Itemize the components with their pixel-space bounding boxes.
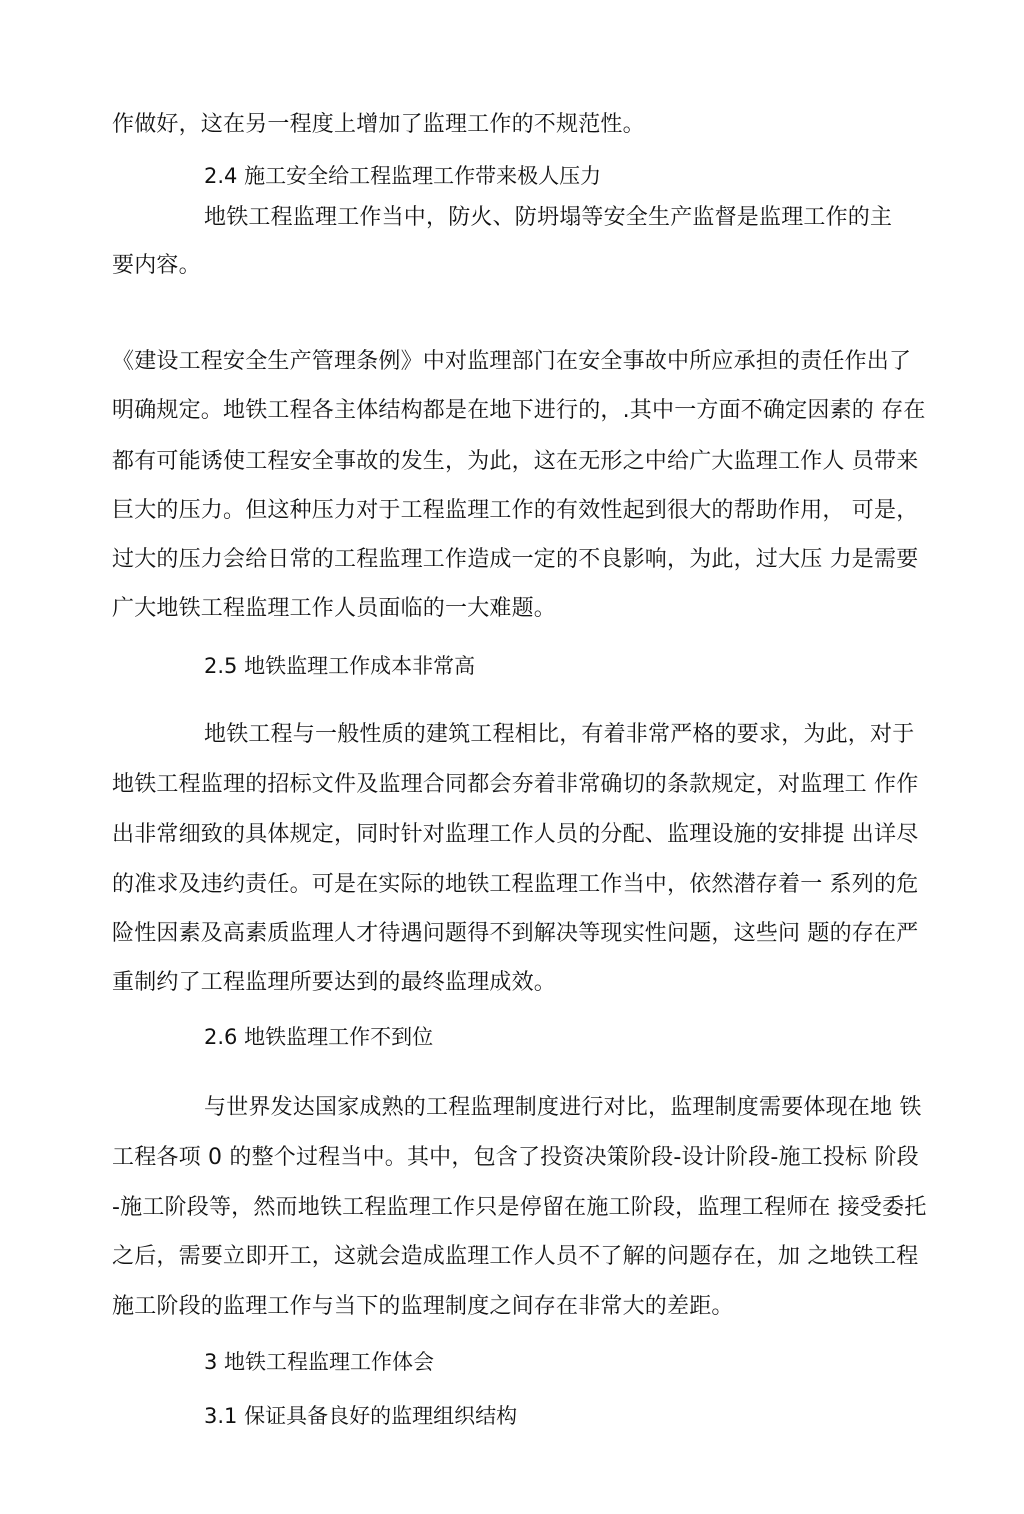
section-heading-2-6: 2.6 地铁监理工作不到位 [204, 1025, 434, 1049]
body-text-line: 过大的压力会给日常的工程监理工作造成一定的不良影响，为此，过大压 力是需要 [112, 547, 919, 572]
body-text-line: 都有可能诱使工程安全事故的发生，为此，这在无形之中给广大监理工作人 员带来 [112, 449, 919, 474]
body-text-line: 巨大的压力。但这种压力对于工程监理工作的有效性起到很大的帮助作用， 可是， [112, 498, 919, 523]
body-text-line: 重制约了工程监理所要达到的最终监理成效。 [112, 970, 557, 995]
body-text-line: 与世界发达国家成熟的工程监理制度进行对比，监理制度需要体现在地 铁 [204, 1095, 922, 1120]
body-text-line: 作做好，这在另一程度上增加了监理工作的不规范性。 [112, 112, 645, 137]
section-heading-3: 3 地铁工程监理工作体会 [204, 1350, 435, 1374]
body-text-line: 险性因素及高素质监理人才待遇问题得不到解决等现实性问题，这些问 题的存在严 [112, 921, 919, 946]
body-text-line: 出非常细致的具体规定，同时针对监理工作人员的分配、监理设施的安排提 出详尽 [112, 822, 919, 847]
section-heading-2-4: 2.4 施工安全给工程监理工作带来极人压力 [204, 164, 602, 188]
section-heading-3-1: 3.1 保证具备良好的监理组织结构 [204, 1404, 518, 1428]
body-text-line: 地铁工程监理的招标文件及监理合同都会夯着非常确切的条款规定，对监理工 作作 [112, 772, 919, 797]
section-heading-2-5: 2.5 地铁监理工作成本非常高 [204, 654, 476, 678]
body-text-line: 要内容。 [112, 253, 201, 278]
body-text-line: 施工阶段的监理工作与当下的监理制度之间存在非常大的差距。 [112, 1294, 734, 1319]
body-text-line: 地铁工程与一般性质的建筑工程相比，有着非常严格的要求，为此，对于 [204, 722, 915, 747]
body-text-line: 广大地铁工程监理工作人员面临的一大难题。 [112, 596, 557, 621]
body-text-line: 之后，需要立即开工，这就会造成监理工作人员不了解的问题存在，加 之地铁工程 [112, 1244, 919, 1269]
body-text-line: 明确规定。地铁工程各主体结构都是在地下进行的，.其中一方面不确定因素的 存在 [112, 398, 926, 423]
body-text-line: -施工阶段等，然而地铁工程监理工作只是停留在施工阶段，监理工程师在 接受委托 [112, 1195, 927, 1220]
body-text-line: 的准求及违约责任。可是在实际的地铁工程监理工作当中，依然潜存着一 系列的危 [112, 872, 919, 897]
body-text-line: 地铁工程监理工作当中，防火、防坍塌等安全生产监督是监理工作的主 [204, 205, 893, 230]
body-text-line: 工程各项 0 的整个过程当中。其中，包含了投资决策阶段-设计阶段-施工投标 阶段 [112, 1145, 919, 1170]
body-text-line: 《建设工程安全生产管理条例》中对监理部门在安全事故中所应承担的责任作出了 [112, 349, 912, 374]
